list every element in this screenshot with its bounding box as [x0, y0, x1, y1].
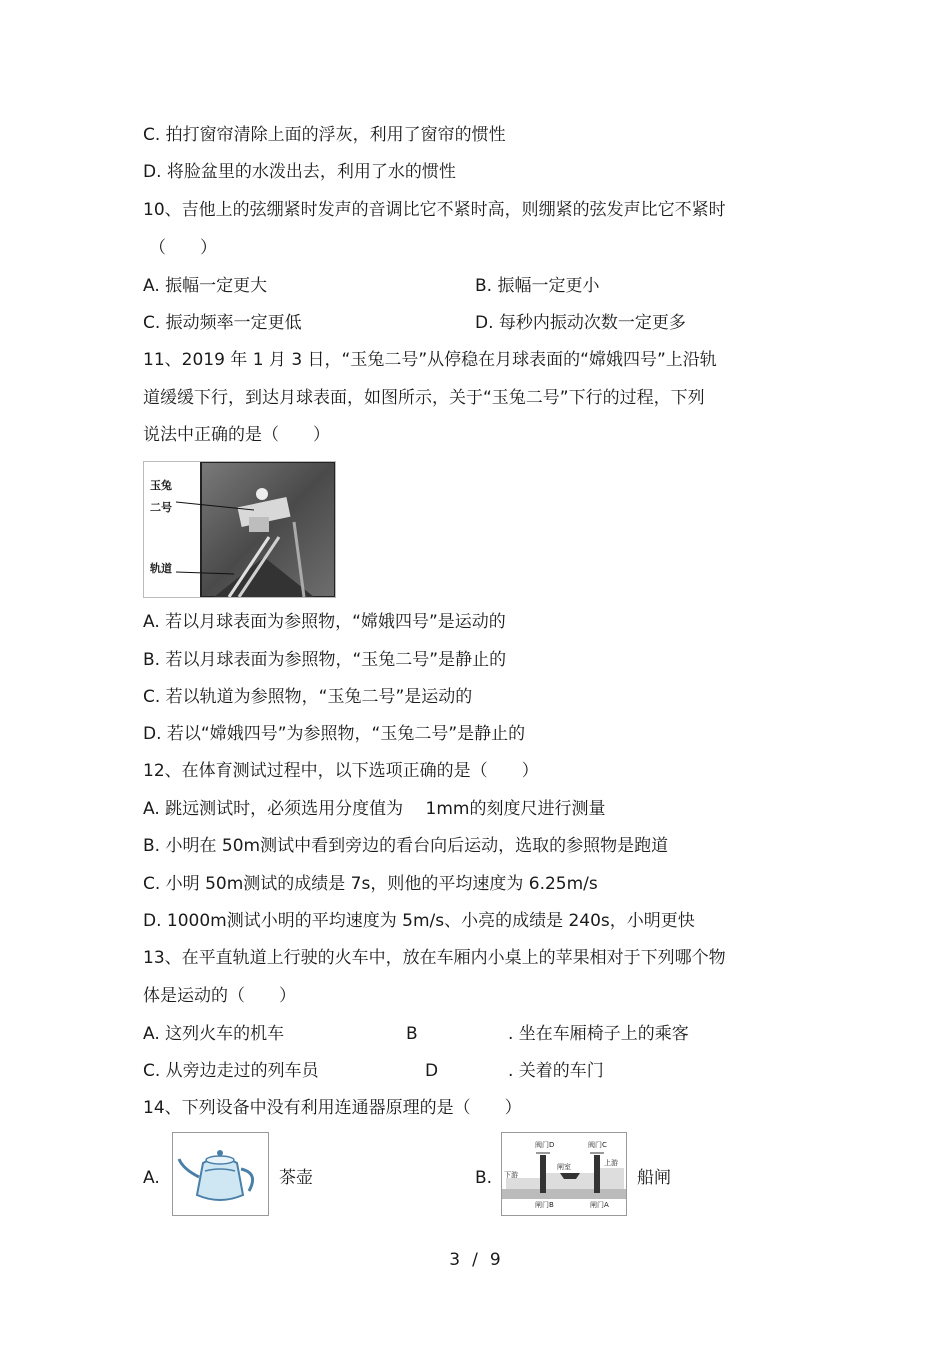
page-total: 9: [489, 1250, 501, 1270]
q13-option-c: C. 从旁边走过的列车员: [143, 1061, 319, 1081]
yutu-rover-photo: [143, 461, 336, 598]
page-footer: [0, 1250, 950, 1270]
q11-stem-line1: 11、2019 年 1 月 3 日，“玉兔二号”从停稳在月球表面的“嫦娥四号”上沿轨: [143, 350, 717, 370]
q13-option-a: A. 这列火车的机车: [143, 1024, 285, 1044]
q10-option-b: B. 振幅一定更小: [475, 276, 600, 296]
q14-option-b-text: 船闸: [637, 1168, 671, 1188]
lock-label-chamber: 闸室: [557, 1163, 571, 1171]
q13-stem-line1: 13、在平直轨道上行驶的火车中，放在车厢内小桌上的苹果相对于下列哪个物: [143, 948, 726, 968]
q10-stem: 10、吉他上的弦绷紧时发声的音调比它不紧时高，则绷紧的弦发声比它不紧时: [143, 200, 726, 220]
q11-stem-line3: 说法中正确的是（ ）: [143, 425, 330, 445]
q12-option-d: D. 1000m测试小明的平均速度为 5m/s、小亮的成绩是 240s，小明更快: [143, 911, 695, 931]
q14-stem: 14、下列设备中没有利用连通器原理的是（ ）: [143, 1098, 522, 1118]
page-number: 3: [449, 1250, 461, 1270]
q11-option-c: C. 若以轨道为参照物，“玉兔二号”是运动的: [143, 687, 473, 707]
q13-option-d-letter: D: [425, 1061, 439, 1081]
q11-option-a: A. 若以月球表面为参照物，“嫦娥四号”是运动的: [143, 612, 506, 632]
photo-label-track: 轨道: [150, 562, 172, 575]
photo-label-rover-1: 玉兔: [150, 479, 172, 492]
lock-label-gate-a: 闸门A: [590, 1201, 609, 1209]
q10-option-a: A. 振幅一定更大: [143, 276, 268, 296]
q11-option-b: B. 若以月球表面为参照物，“玉兔二号”是静止的: [143, 650, 507, 670]
q11-option-d: D. 若以“嫦娥四号”为参照物，“玉兔二号”是静止的: [143, 724, 526, 744]
lock-label-upstream: 上游: [604, 1159, 618, 1167]
q13-option-b-text: . 坐在车厢椅子上的乘客: [508, 1024, 689, 1044]
rover-photo-illustration: [144, 462, 335, 597]
teapot-icon: [173, 1133, 268, 1215]
q9-option-c: C. 拍打窗帘清除上面的浮灰，利用了窗帘的惯性: [143, 125, 506, 145]
q9-option-d: D. 将脸盆里的水泼出去，利用了水的惯性: [143, 162, 456, 182]
q13-option-b-letter: B: [406, 1024, 418, 1044]
q10-option-c: C. 振动频率一定更低: [143, 313, 302, 333]
lock-label-gate-b: 闸门B: [535, 1201, 554, 1209]
lock-label-downstream: 下游: [504, 1171, 518, 1179]
q13-stem-line2: 体是运动的（ ）: [143, 986, 296, 1006]
photo-label-rover-2: 二号: [150, 501, 172, 514]
ship-lock-figure: [501, 1132, 627, 1216]
page-separator: /: [472, 1250, 478, 1270]
teapot-figure: [172, 1132, 269, 1216]
q12-option-a: A. 跳远测试时，必须选用分度值为 1mm的刻度尺进行测量: [143, 799, 606, 819]
q10-answer-paren: （ ）: [149, 238, 217, 258]
q14-option-b-letter: B.: [475, 1168, 493, 1188]
q12-stem: 12、在体育测试过程中，以下选项正确的是（ ）: [143, 761, 539, 781]
lock-label-valve-d: 阀门D: [535, 1141, 555, 1149]
q10-option-d: D. 每秒内振动次数一定更多: [475, 313, 686, 333]
q14-option-a-text: 茶壶: [279, 1168, 313, 1188]
q12-option-b: B. 小明在 50m测试中看到旁边的看台向后运动，选取的参照物是跑道: [143, 836, 669, 856]
lock-label-valve-c: 阀门C: [588, 1141, 607, 1149]
q12-option-c: C. 小明 50m测试的成绩是 7s，则他的平均速度为 6.25m/s: [143, 874, 598, 894]
q14-option-a-letter: A.: [143, 1168, 160, 1188]
q13-option-d-text: . 关着的车门: [508, 1061, 604, 1081]
q11-stem-line2: 道缓缓下行，到达月球表面，如图所示，关于“玉兔二号”下行的过程，下列: [143, 388, 705, 408]
